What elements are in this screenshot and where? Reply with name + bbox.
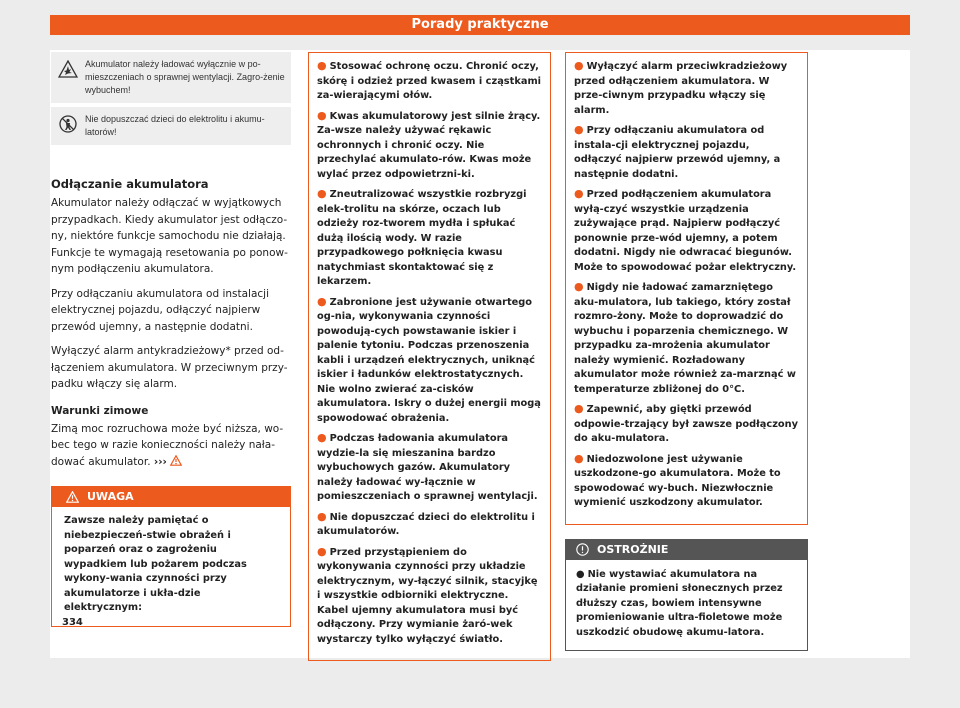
bullet-dot: ● (317, 509, 327, 523)
bullet-dot: ● (574, 59, 584, 72)
caution-text: ● Nie wystawiać akumulatora na działanie promieni słonecznych przez dłuższy czas, bowiem intensywne promieniowanie ultra-fioletowe może uszkodzić obudowę akumu-latora. (576, 568, 783, 638)
warning-box (51, 486, 291, 627)
bullet-dot: ● (574, 451, 584, 465)
notice-text: Nie dopuszczać dzieci do elektrolitu i akumu-latorów! (85, 114, 265, 137)
info-circle-icon (576, 543, 589, 556)
warning-triangle-icon (66, 491, 79, 503)
page-header (50, 15, 910, 35)
warning-header (52, 487, 290, 507)
paragraph (51, 421, 291, 471)
list-item: ● Zneutralizować wszystkie rozbryzgi elek-trolitu na skórze, oczach lub odzieży roz-tworem mydła i spłukać dużą ilością wody. W razie przypadkowego połknięcia kwasu natychmiast skontaktować się z lekarzem. (317, 187, 527, 287)
continue-marker: ››› (153, 455, 167, 468)
keep-away-from-children-icon (51, 113, 85, 133)
warning-triangle-icon (170, 456, 182, 468)
list-item: ● Niedozwolone jest używanie uszkodzone-go akumulatora. Może to spowodować wy-buch. Niezwłocznie wymienić uszkodzony akumulator. (574, 451, 781, 508)
bullet-dot: ● (317, 544, 327, 558)
bullet-dot: ● (576, 568, 585, 580)
bullet-dot: ● (574, 187, 584, 200)
warning-title: UWAGA (87, 490, 134, 503)
list-item: ● Przed podłączeniem akumulatora wyłą-czyć wszystkie urządzenia zużywające prąd. Najpierw podłączyć ponownie prze-wód ujemny, a potem dodatni. Nigdy nie odwracać biegunów. Może to spowodować pożar elektryczny. (574, 187, 797, 273)
list-item: ● Kwas akumulatorowy jest silnie żrący. Za-wsze należy używać rękawic ochronnych i chronić oczy. Nie przechylać akumulato-rów. Kwas może wylać przez odpowietrzni-ki. (317, 108, 541, 180)
bullet-dot: ● (317, 59, 327, 72)
paragraph-text: Zimą moc rozruchowa może być niższa, wo-bec tego w razie konieczności należy nała-dować akumulator. (51, 422, 284, 468)
paragraph: Przy odłączaniu akumulatora od instalacji elektrycznej pojazdu, odłączyć najpierw przewód ujemny, a następnie dodatni. (51, 287, 270, 333)
caution-box (565, 539, 808, 652)
list-item: ● Nigdy nie ładować zamarzniętego aku-mulatora, lub takiego, który został rozmro-żony. Może to doprowadzić do wybuchu i poparzenia chemicznego. W przypadku za-mrożenia akumulator należy wymienić. Rozładowany akumulator może również za-marznąć w temperaturze zbliżonej do 0°C. (574, 280, 796, 395)
bullet-dot: ● (574, 402, 584, 415)
list-item: ● Przed przystąpieniem do wykonywania czynności przy układzie elektrycznym, wy-łączyć silnik, stacyjkę i wszystkie odbiorniki elektryczne. Kabel ujemny akumulatora musi być odłączony. Przy wymianie żaró-wek wystarczy tylko wyłączyć światło. (317, 544, 538, 645)
caution-header (566, 540, 807, 560)
page-number: 334 (62, 617, 83, 628)
warning-continuation-box (308, 52, 551, 661)
bullet-dot: ● (574, 123, 584, 136)
list-item: ● Podczas ładowania akumulatora wydzie-la się mieszanina bardzo wybuchowych gazów. Akumulatory należy ładować wy-łącznie w pomieszczeniach o sprawnej wentylacji. (317, 431, 538, 502)
bullet-dot: ● (574, 280, 584, 293)
section-heading: Warunki zimowe (51, 404, 149, 417)
column-left (51, 52, 291, 627)
paragraph: Wyłączyć alarm antykradzieżowy* przed od-łączeniem akumulatora. W przeciwnym przy-padku włączy się alarm. (51, 345, 288, 390)
list-item: ● Zabronione jest używanie otwartego og-nia, wykonywania czynności powodują-cych powstawanie iskier i palenie tytoniu. Podczas przenoszenia kabli i urządzeń elektrycznych, uniknąć iskier i ładunków elektrostatycznych. Nie wolno zwierać za-cisków akumulatora. Iskry o dużej energii mogą spowodować obrażenia. (317, 294, 541, 424)
paragraph: Akumulator należy odłączać w wyjątkowych przypadkach. Kiedy akumulator jest odłączo-ny, niektóre funkcje samochodu nie działają. Funkcje te wymagają resetowania po ponow-nym podłączeniu akumulatora. (51, 197, 288, 275)
bullet-dot: ● (317, 294, 327, 308)
page-header-title: Porady praktyczne (411, 17, 549, 32)
list-item: ● Stosować ochronę oczu. Chronić oczy, skórę i odzież przed kwasem i cząstkami za-wierającymi ołów. (317, 59, 542, 101)
list-item: ● Nie dopuszczać dzieci do elektrolitu i akumulatorów. (317, 509, 535, 537)
list-item: ● Zapewnić, aby giętki przewód odpowie-trzający był zawsze podłączony do aku-mulatora. (574, 402, 799, 444)
caution-title: OSTROŻNIE (597, 542, 669, 556)
warning-text: Zawsze należy pamiętać o niebezpieczeń-stwie obrażeń i poparzeń oraz o zagrożeniu wypadkiem lub pożarem podczas wykony-wania czynności przy akumulatorze i ukła-dzie elektrycznym: (64, 515, 247, 613)
notice-children (51, 107, 291, 145)
explosion-hazard-icon (51, 58, 85, 78)
notice-text: Akumulator należy ładować wyłącznie w po-mieszczeniach o sprawnej wentylacji. Zagro-żenie wybuchem! (85, 59, 285, 95)
list-item: ● Przy odłączaniu akumulatora od instala-cji elektrycznej pojazdu, odłączyć najpierw przewód ujemny, a następnie dodatni. (574, 123, 781, 180)
column-middle (308, 52, 551, 661)
list-item: ● Wyłączyć alarm przeciwkradzieżowy przed odłączeniem akumulatora. W prze-ciwnym przypadku włączy się alarm. (574, 59, 788, 116)
warning-continuation-box (565, 52, 808, 525)
notice-explosion (51, 52, 291, 103)
column-right (565, 52, 808, 651)
bullet-dot: ● (317, 187, 327, 200)
bullet-dot: ● (317, 108, 327, 122)
section-heading: Odłączanie akumulatora (51, 177, 209, 191)
bullet-dot: ● (317, 431, 327, 444)
